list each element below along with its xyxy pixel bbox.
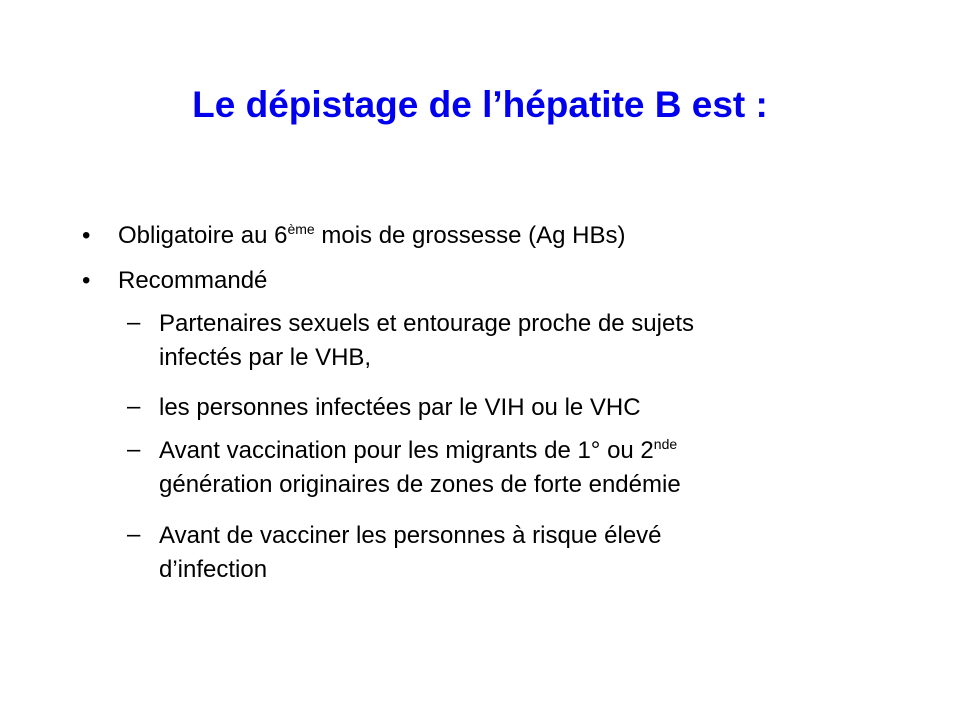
bullet-text: Obligatoire au 6ème mois de grossesse (Ag HBs) — [118, 221, 626, 249]
sub-item-text: Avant de vacciner les personnes à risque élevé d’infection — [159, 522, 662, 583]
superscript: ème — [287, 221, 315, 237]
dash-icon: – — [127, 309, 141, 336]
dash-icon: – — [127, 393, 141, 420]
bullet-text: Recommandé — [118, 267, 268, 294]
dash-icon: – — [127, 521, 141, 548]
sub-item-text: Partenaires sexuels et entourage proche de sujets infectés par le VHB, — [159, 310, 694, 371]
bullet-icon: • — [82, 267, 91, 294]
dash-icon: – — [127, 436, 141, 463]
superscript: nde — [653, 436, 678, 452]
bullet-icon: • — [82, 222, 91, 249]
sub-item-text: les personnes infectées par le VIH ou le VHC — [159, 394, 641, 421]
slide-title: Le dépistage de l’hépatite B est : — [192, 84, 768, 125]
sub-item-text: Avant vaccination pour les migrants de 1° ou 2nde génération originaires de zones de forte endémie — [159, 436, 681, 498]
